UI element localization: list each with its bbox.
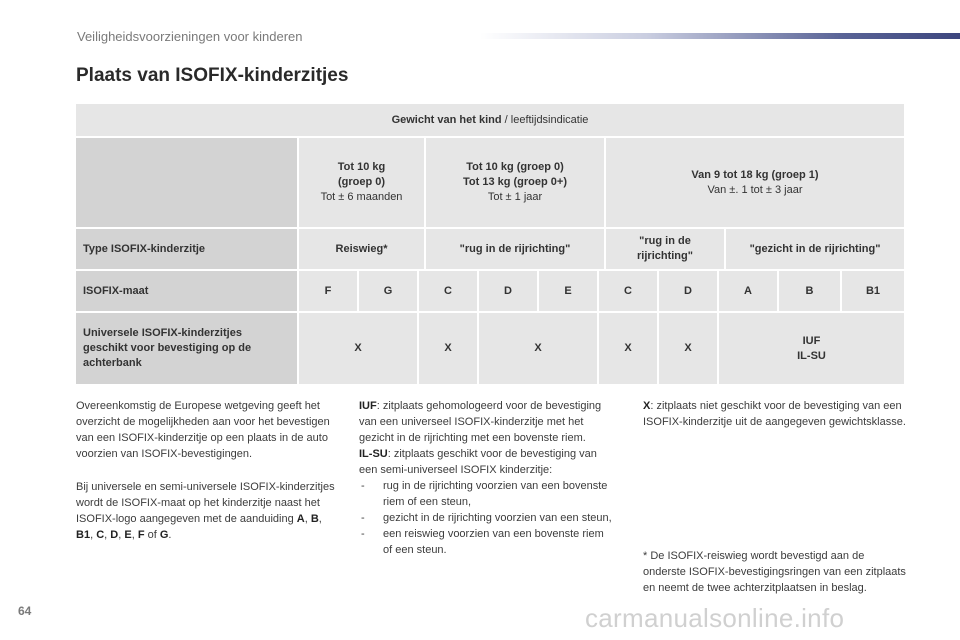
or: of <box>144 529 160 541</box>
size-cell: C <box>419 271 477 311</box>
universal-cell-iuf-ilsu <box>719 313 904 384</box>
size-cell: B <box>779 271 840 311</box>
type-forward-facing: "gezicht in de rijrichting" <box>726 229 904 269</box>
universal-cell: X <box>419 313 477 384</box>
watermark: carmanualsonline.info <box>585 603 845 633</box>
weight-group-0plus <box>426 138 604 227</box>
weight-group-0-line1: Tot 10 kg <box>337 161 386 173</box>
size-cell: E <box>539 271 597 311</box>
ilsu-list <box>359 478 614 558</box>
footnote: * De ISOFIX-reiswieg wordt bevestigd aan de onderste ISOFIX-bevestigingsringen van een zitplaats en neemt de twee achterzitplaatsen in beslag. <box>643 550 906 594</box>
weight-group-0 <box>299 138 424 227</box>
code-c: C <box>96 529 105 541</box>
size-cell: D <box>659 271 717 311</box>
universal-ilsu: IL-SU <box>797 349 826 362</box>
sep: , <box>104 529 111 541</box>
code-d: D <box>110 529 119 541</box>
iuf-definition <box>359 398 614 446</box>
list-item: - gezicht in de rijrichting voorzien van een steun, <box>359 510 614 526</box>
list-item: - een reiswieg voorzien van een bovenste riem of een steun. <box>359 526 614 558</box>
size-cell: F <box>299 271 357 311</box>
end: . <box>168 529 172 541</box>
sep: , <box>131 529 138 541</box>
weight-group-0-line2: (groep 0) <box>337 176 386 188</box>
ilsu-label: IL-SU <box>359 448 388 460</box>
size-marking-paragraph <box>76 479 338 543</box>
universal-iuf: IUF <box>802 334 821 347</box>
page-title: Plaats van ISOFIX-kinderzitjes <box>76 65 349 86</box>
size-cell: D <box>479 271 537 311</box>
weight-group-0-age: Tot ± 6 maanden <box>320 191 403 203</box>
code-e: E <box>124 529 132 541</box>
sep: , <box>90 529 97 541</box>
sep: , <box>318 513 322 525</box>
weight-group-1-age: Van ±. 1 tot ± 3 jaar <box>707 183 803 196</box>
section-title: Veiligheidsvoorzieningen voor kinderen <box>77 29 303 44</box>
weight-group-0plus-age: Tot ± 1 jaar <box>487 191 543 203</box>
weight-row-label <box>76 138 297 227</box>
code-g: G <box>159 529 169 541</box>
size-marking-text: Bij universele en semi-universele ISOFIX-kinderzitjes wordt de ISOFIX-maat op het kinderzitje naast het ISOFIX-logo aangegeven met de aanduiding <box>76 481 335 525</box>
iuf-text: : zitplaats gehomologeerd voor de bevestiging van een universeel ISOFIX-kinderzitje met het gezicht in de rijrichting met een bovenste riem. <box>359 400 602 444</box>
weight-group-header-bold: Gewicht van het kind <box>391 113 502 126</box>
size-cell: G <box>359 271 417 311</box>
weight-group-1-line1: Van 9 tot 18 kg (groep 1) <box>691 168 819 181</box>
weight-group-0plus-line1: Tot 10 kg (groep 0) <box>466 161 564 173</box>
universal-row-label: Universele ISOFIX-kinderzitjes geschikt voor bevestiging op de achterbank <box>76 313 297 384</box>
universal-cell: X <box>659 313 717 384</box>
right-column <box>643 398 908 430</box>
weight-group-header-rest: / leeftijdsindicatie <box>501 113 589 126</box>
type-reiswieg: Reiswieg* <box>299 229 424 269</box>
size-cell: B1 <box>842 271 904 311</box>
iuf-label: IUF <box>359 400 377 412</box>
x-text: : zitplaats niet geschikt voor de bevestiging van een ISOFIX-kinderzitje uit de aangegeven gewichtsklasse. <box>643 400 906 428</box>
code-b: B <box>310 513 319 525</box>
universal-cell: X <box>299 313 417 384</box>
size-cell: A <box>719 271 777 311</box>
sep: , <box>304 513 311 525</box>
code-b1: B1 <box>76 529 91 541</box>
sep: , <box>118 529 125 541</box>
page-number: 64 <box>18 604 32 618</box>
code-a: A <box>296 513 305 525</box>
middle-column <box>359 398 614 558</box>
weight-group-header <box>76 104 904 136</box>
weight-group-1 <box>606 138 904 227</box>
type-row-label: Type ISOFIX-kinderzitje <box>76 229 297 269</box>
left-column <box>76 398 338 543</box>
type-rear-facing-1: "rug in de rijrichting" <box>426 229 604 269</box>
code-f: F <box>137 529 145 541</box>
size-row-label: ISOFIX-maat <box>76 271 297 311</box>
list-item: - rug in de rijrichting voorzien van een bovenste riem of een steun, <box>359 478 614 510</box>
type-rear-facing-2: "rug in de rijrichting" <box>606 229 724 269</box>
header-gradient-bar <box>480 33 960 39</box>
ilsu-definition <box>359 446 614 478</box>
universal-cell: X <box>599 313 657 384</box>
size-cell: C <box>599 271 657 311</box>
legislation-paragraph: Overeenkomstig de Europese wetgeving geeft het overzicht de mogelijkheden aan voor het bevestigen van een ISOFIX-kinderzitje op een plaats in de auto voorzien van ISOFIX-bevestigingen. <box>76 400 330 460</box>
x-label: X <box>643 400 651 412</box>
x-definition <box>643 398 908 430</box>
weight-group-0plus-line2: Tot 13 kg (groep 0+) <box>462 176 567 188</box>
universal-cell: X <box>479 313 597 384</box>
ilsu-text: : zitplaats geschikt voor de bevestiging van een semi-universeel ISOFIX kinderzitje: <box>359 448 597 476</box>
